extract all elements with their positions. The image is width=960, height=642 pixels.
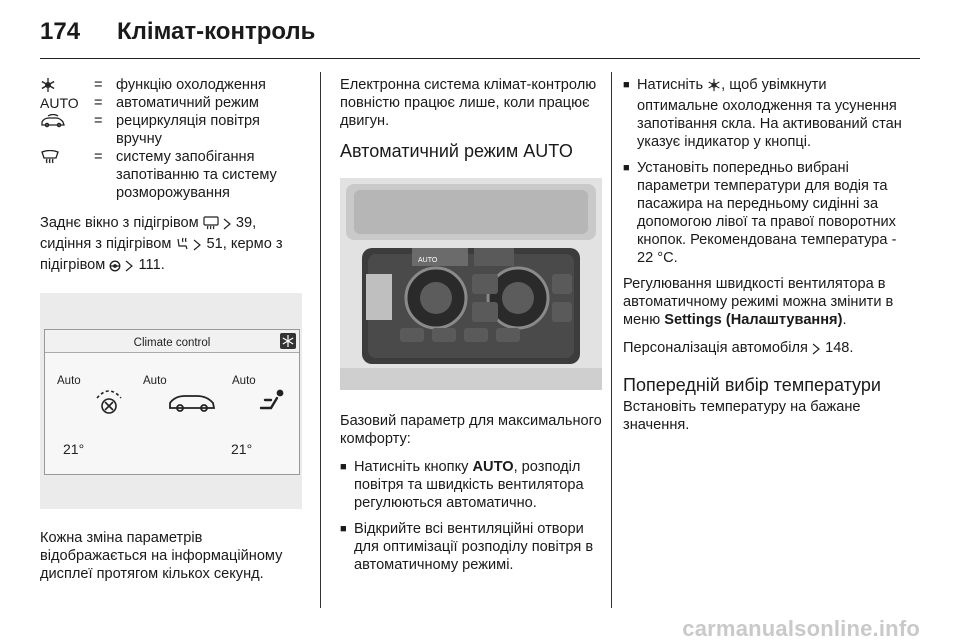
page-title: Клімат-контроль bbox=[117, 18, 316, 45]
display-title: Climate control bbox=[133, 337, 211, 349]
page-ref-icon bbox=[193, 238, 202, 256]
symbol-legend bbox=[40, 76, 306, 202]
climate-display-illustration bbox=[40, 293, 302, 509]
auto-label-middle: Auto bbox=[143, 375, 167, 387]
legend-text: функцію охолодження bbox=[116, 77, 266, 93]
seat-airflow-icon bbox=[257, 386, 287, 421]
preset-paragraph: Встановіть температуру на бажане значення. bbox=[623, 399, 861, 433]
page-header bbox=[40, 14, 920, 54]
recirculation-car-icon bbox=[40, 112, 94, 130]
column-3 bbox=[623, 76, 905, 444]
fan-speed-paragraph: Регулювання швидкості вентилятора в автоматичному режимі можна змінити в меню Settings (Налаштування). bbox=[623, 276, 894, 328]
column-divider bbox=[611, 72, 612, 608]
fan-snowflake-icon bbox=[40, 76, 94, 94]
auto-label-left: Auto bbox=[57, 375, 81, 387]
section-heading-auto: Автоматичний режим AUTO bbox=[340, 141, 573, 161]
page-ref-icon bbox=[125, 259, 134, 277]
list-item: ■ Відкрийте всі вентиляційні отвори для оптимізації розподілу повітря в автоматичному режимі. bbox=[340, 521, 594, 573]
page-number: 174 bbox=[40, 18, 81, 45]
fan-speed-icon bbox=[93, 386, 125, 421]
list-item: ■ Установіть попередньо вибрані параметри температури для водія та пасажира на передньому сидінні за допомогою лівої та правої поворотних кнопок. Рекомендована температура - 22 °C. bbox=[623, 160, 897, 266]
heated-rear-window-icon bbox=[203, 216, 219, 235]
column-2 bbox=[340, 76, 602, 582]
column-divider bbox=[320, 72, 321, 608]
info-display-screen bbox=[44, 329, 300, 475]
page-ref-icon bbox=[812, 342, 821, 360]
watermark: carmanualsonline.info bbox=[682, 616, 920, 641]
legend-row: = систему запобігання запотіванню та систему розморожування bbox=[40, 148, 306, 202]
legend-row: AUTO = автоматичний режим bbox=[40, 94, 306, 112]
climate-panel-photo bbox=[340, 178, 602, 390]
legend-row: = рециркуляція повітря вручну bbox=[40, 112, 306, 148]
legend-row: = функцію охолодження bbox=[40, 76, 306, 94]
column-1 bbox=[40, 76, 306, 593]
list-item: ■ Натисніть кнопку AUTO, розподіл повітря та швидкість вентилятора регулюються автоматично. bbox=[340, 459, 584, 511]
auto-label-right: Auto bbox=[232, 375, 256, 387]
air-distribution-car-icon bbox=[167, 392, 217, 419]
legend-text: систему запобігання запотіванню та систему розморожування bbox=[116, 149, 277, 201]
panel-auto-label: AUTO bbox=[418, 257, 438, 264]
fan-snowflake-icon bbox=[280, 333, 296, 349]
temperature-left: 21° bbox=[63, 441, 85, 457]
fan-snowflake-icon bbox=[707, 78, 721, 97]
windscreen-defrost-icon bbox=[40, 148, 94, 166]
list-item: ■ Натисніть , щоб увімкнути оптимальне охолодження та усунення запотівання скла. На активований стан указує індикатор у кнопці. bbox=[623, 77, 902, 150]
heated-seat-icon bbox=[175, 237, 189, 256]
section-heading-preset: Попередній вибір температури bbox=[623, 375, 881, 395]
auto-symbol: AUTO bbox=[40, 95, 79, 111]
legend-text: рециркуляція повітря вручну bbox=[116, 113, 260, 147]
heated-features-paragraph: Заднє вікно з підігрівом 39, сидіння з підігрівом 51, кермо з підігрівом 111. bbox=[40, 214, 306, 277]
display-note-paragraph: Кожна зміна параметрів відображається на інформаційному дисплеї протягом кількох секунд. bbox=[40, 530, 283, 582]
intro-paragraph: Електронна система клімат-контролю повністю працює лише, коли працює двигун. bbox=[340, 77, 597, 129]
basic-setting-paragraph: Базовий параметр для максимального комфорту: bbox=[340, 413, 602, 447]
header-rule bbox=[40, 58, 920, 59]
personalisation-paragraph: Персоналізація автомобіля 148. bbox=[623, 339, 905, 360]
page-ref-icon bbox=[223, 217, 232, 235]
temperature-right: 21° bbox=[231, 441, 253, 457]
legend-text: автоматичний режим bbox=[116, 95, 259, 111]
heated-steering-wheel-icon bbox=[109, 259, 121, 277]
